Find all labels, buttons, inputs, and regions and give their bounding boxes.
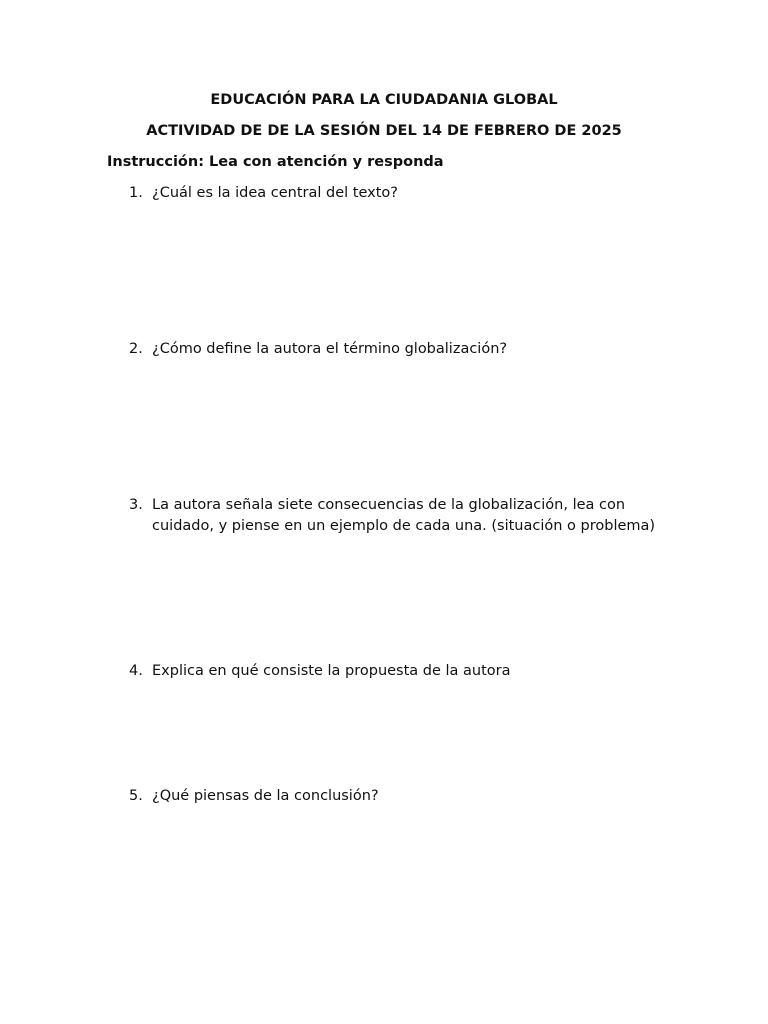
question-number: 3. bbox=[129, 497, 143, 513]
question-item-1 bbox=[129, 183, 659, 204]
question-item-3 bbox=[129, 495, 659, 537]
question-number: 4. bbox=[129, 663, 143, 679]
question-text: ¿Qué piensas de la conclusión? bbox=[152, 788, 379, 804]
question-text: ¿Cómo define la autora el término globalización? bbox=[152, 341, 508, 357]
question-text: La autora señala siete consecuencias de la globalización, lea con cuidado, y piense en un ejemplo de cada una. (situación o problema) bbox=[152, 497, 656, 534]
document-subtitle: ACTIVIDAD DE DE LA SESIÓN DEL 14 DE FEBRERO DE 2025 bbox=[146, 123, 622, 139]
question-text: Explica en qué consiste la propuesta de la autora bbox=[152, 663, 511, 679]
question-item-5 bbox=[129, 786, 659, 807]
question-number: 2. bbox=[129, 341, 143, 357]
document-title: EDUCACIÓN PARA LA CIUDADANIA GLOBAL bbox=[210, 92, 558, 108]
question-item-2 bbox=[129, 339, 659, 360]
instruction-text: Instrucción: Lea con atención y responda bbox=[107, 154, 444, 170]
question-number: 1. bbox=[129, 185, 143, 201]
question-item-4 bbox=[129, 661, 659, 682]
question-number: 5. bbox=[129, 788, 143, 804]
question-text: ¿Cuál es la idea central del texto? bbox=[152, 185, 398, 201]
